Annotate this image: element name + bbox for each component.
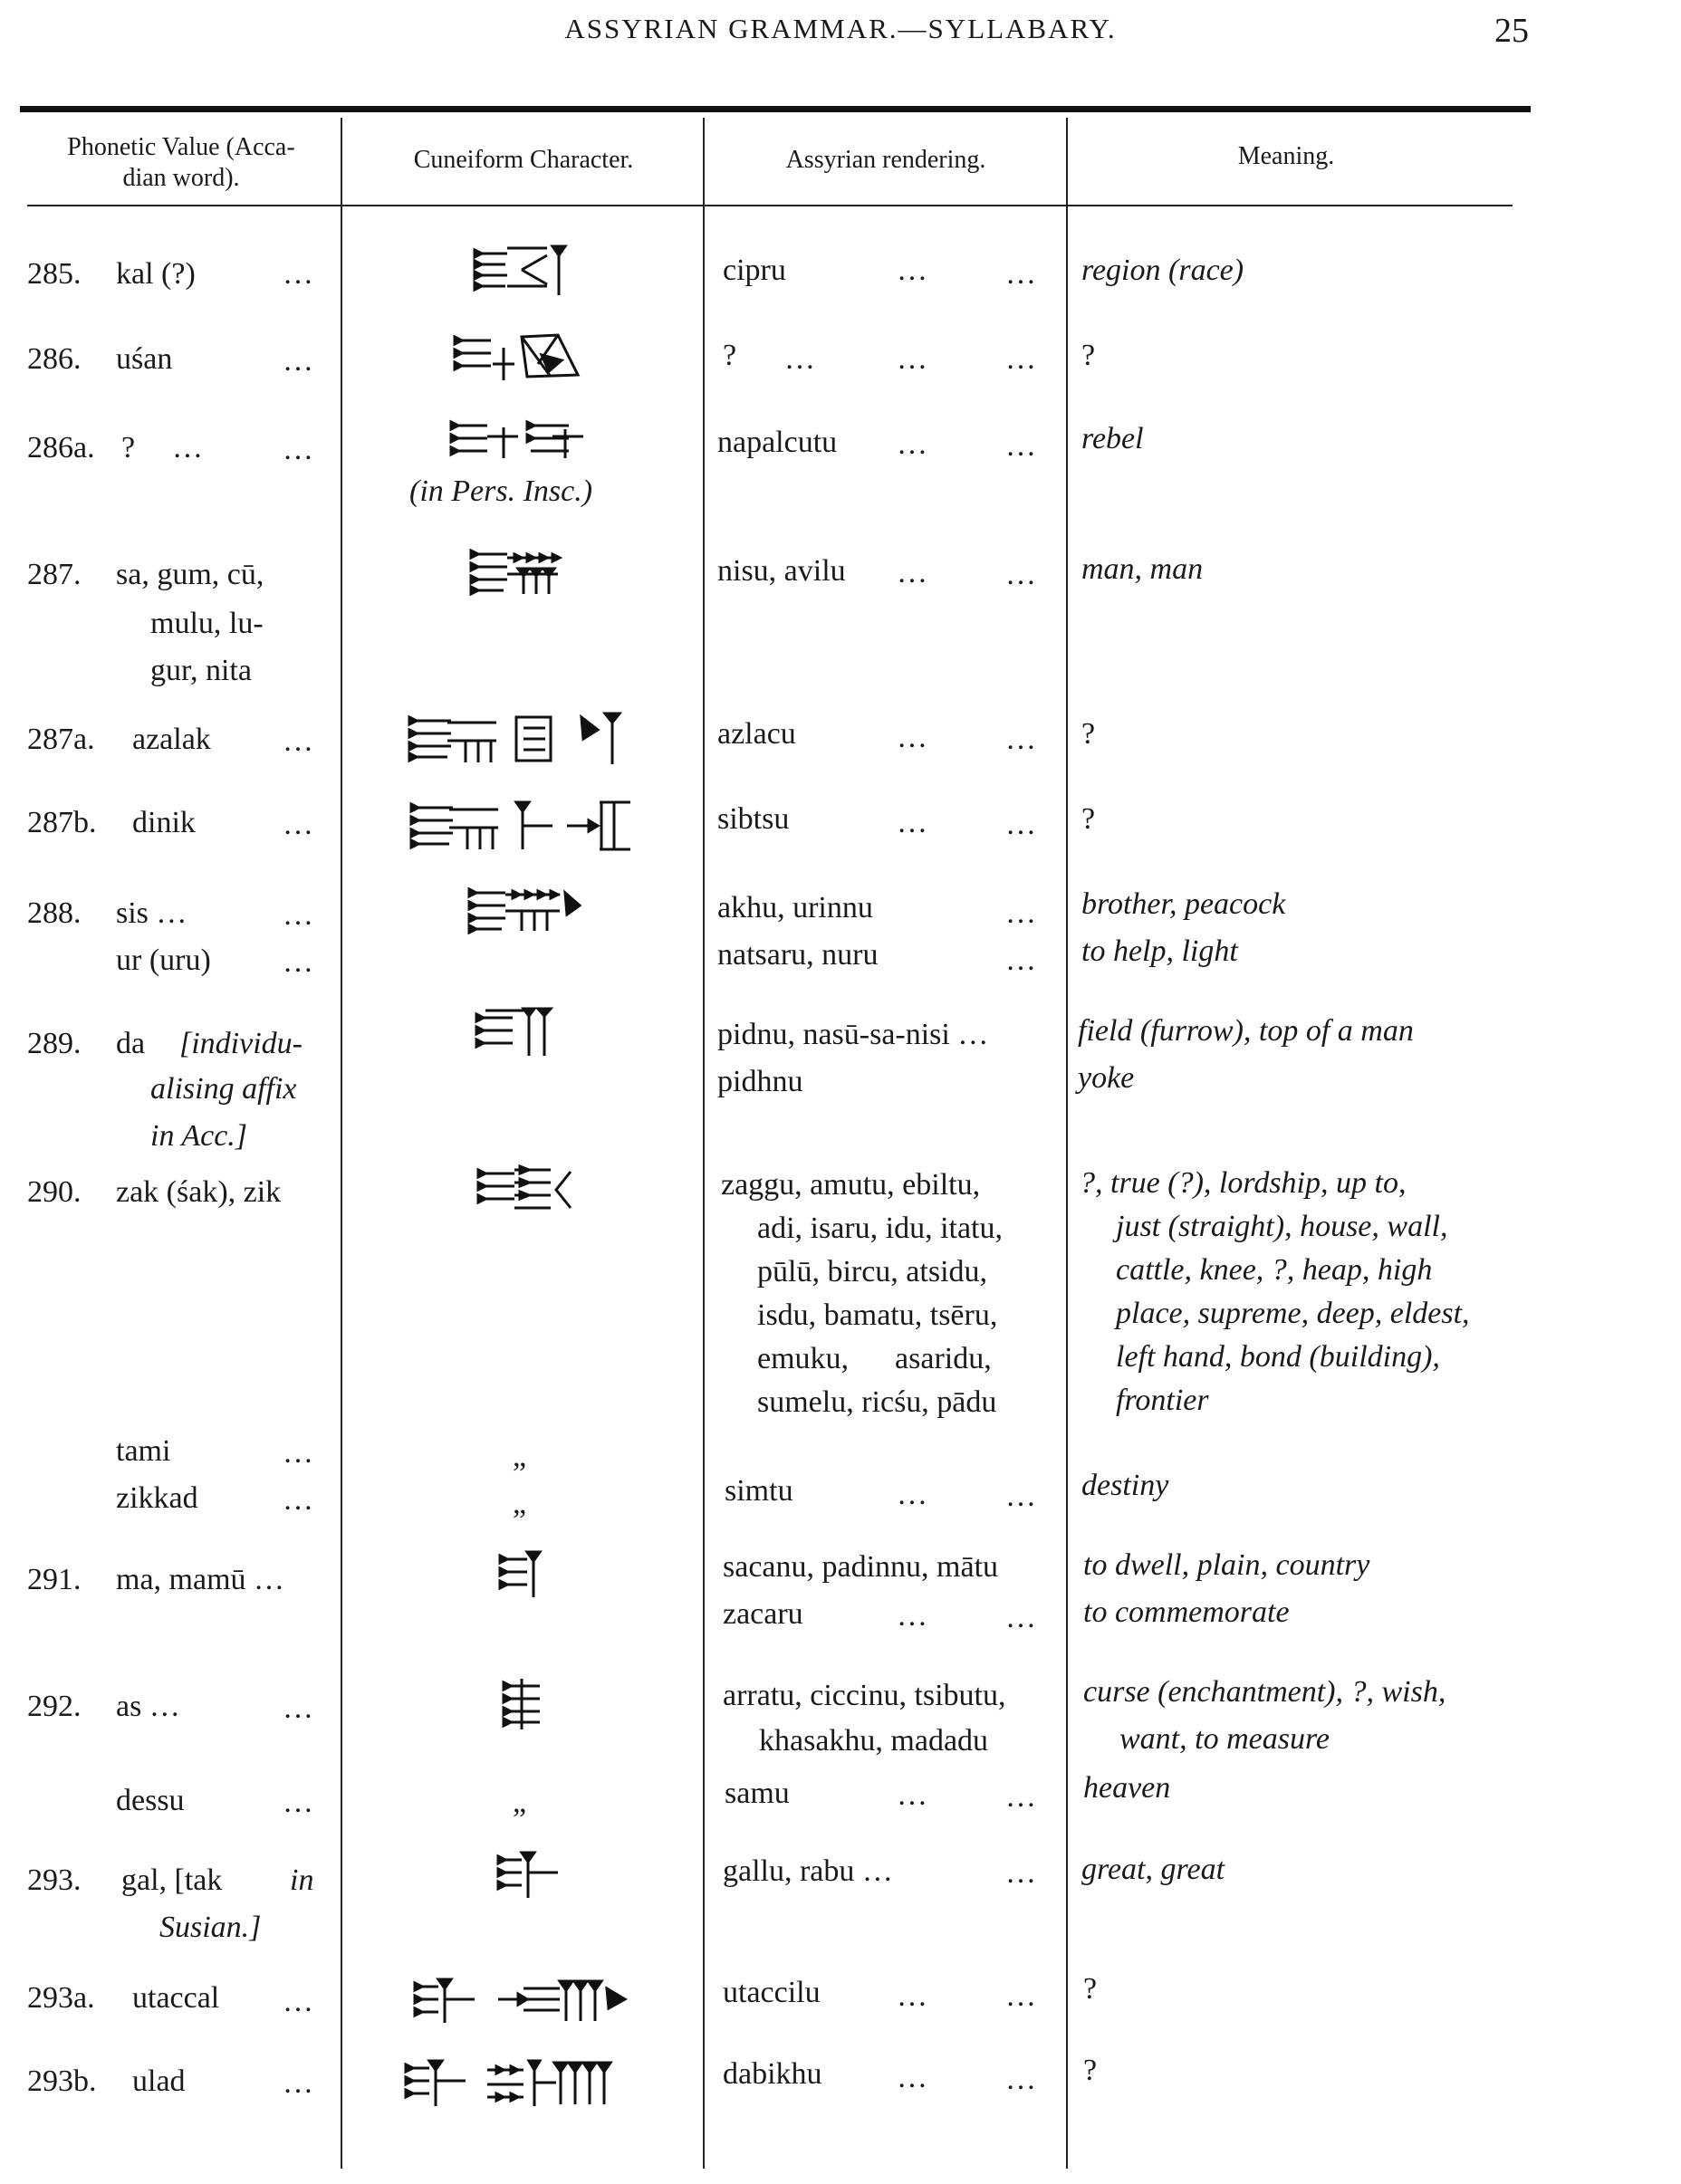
running-head: ASSYRIAN GRAMMAR.—SYLLABARY. <box>564 13 1117 44</box>
meaning: left hand, bond (building), <box>1116 1340 1440 1374</box>
ditto-mark: „ <box>513 1487 527 1520</box>
cuneiform-sign-287a <box>406 710 632 766</box>
cuneiform-sign-287 <box>467 547 567 598</box>
column-header-assyrian: Assyrian rendering. <box>785 146 986 174</box>
assyrian-rendering: ? <box>723 339 737 372</box>
phonetic-value: gur, nita <box>150 654 252 687</box>
assyrian-rendering: utaccilu <box>723 1976 821 2009</box>
meaning: heaven <box>1083 1771 1171 1805</box>
phonetic-value-note: in <box>290 1863 314 1897</box>
leader-dots: … <box>283 433 317 466</box>
assyrian-rendering: cipru <box>723 254 786 287</box>
leader-dots: … <box>1005 2063 1040 2096</box>
inscription-note: (in Pers. Insc.) <box>409 474 593 508</box>
assyrian-rendering: gallu, rabu … <box>723 1854 893 1888</box>
meaning: ? <box>1083 2054 1098 2087</box>
meaning: want, to measure <box>1119 1722 1330 1756</box>
meaning: cattle, knee, ?, heap, high <box>1116 1253 1433 1287</box>
leader-dots: … <box>283 1786 317 1819</box>
cuneiform-sign-289 <box>473 1005 563 1061</box>
phonetic-value-note: in Acc.] <box>150 1119 248 1153</box>
leader-dots: … <box>897 2061 931 2094</box>
cuneiform-sign-286a <box>447 417 592 462</box>
meaning: rebel <box>1081 422 1144 455</box>
entry-number: 287. <box>27 558 82 591</box>
leader-dots: … <box>897 1478 931 1511</box>
assyrian-rendering: nisu, avilu <box>717 554 846 588</box>
column-divider <box>703 118 705 2169</box>
leader-dots: … <box>1005 944 1040 977</box>
column-header-phonetic: Phonetic Value (Acca- dian word). <box>67 133 295 192</box>
assyrian-rendering: emuku, asaridu, <box>757 1342 992 1375</box>
phonetic-value: ? <box>121 431 136 465</box>
entry-number: 292. <box>27 1690 82 1723</box>
phonetic-value: azalak <box>132 723 211 756</box>
leader-dots: … <box>1005 896 1040 930</box>
cuneiform-sign-285 <box>471 243 571 299</box>
phonetic-value: dinik <box>132 806 196 839</box>
cuneiform-sign-293a <box>411 1974 647 2026</box>
cuneiform-sign-292 <box>500 1675 554 1731</box>
leader-dots: … <box>1005 429 1040 463</box>
meaning: field (furrow), top of a man <box>1078 1014 1414 1048</box>
phonetic-value: ulad <box>132 2064 186 2098</box>
column-header-cuneiform: Cuneiform Character. <box>413 146 634 174</box>
leader-dots: … <box>1005 558 1040 591</box>
assyrian-rendering: sumelu, ricśu, pādu <box>757 1385 997 1419</box>
assyrian-rendering: zaggu, amutu, ebiltu, <box>721 1168 981 1202</box>
meaning: great, great <box>1081 1853 1225 1886</box>
meaning: ? <box>1083 1972 1098 2006</box>
leader-dots: … <box>1005 1480 1040 1513</box>
phonetic-value-note: [individu- <box>179 1027 303 1060</box>
entry-number: 287b. <box>27 806 97 839</box>
leader-dots: … <box>1005 723 1040 756</box>
entry-number: 293. <box>27 1863 82 1897</box>
assyrian-rendering: samu <box>725 1777 790 1810</box>
leader-dots: … <box>1005 808 1040 841</box>
entry-number: 286. <box>27 342 82 376</box>
meaning: ? <box>1081 717 1096 751</box>
meaning: to commemorate <box>1083 1595 1290 1629</box>
column-divider <box>1066 118 1068 2169</box>
header-rule <box>27 205 1513 206</box>
leader-dots: … <box>283 344 317 378</box>
leader-dots: … <box>1005 1601 1040 1634</box>
leader-dots: … <box>1005 342 1040 376</box>
phonetic-value: ur (uru) <box>116 944 211 977</box>
phonetic-value: uśan <box>116 342 173 376</box>
meaning: brother, peacock <box>1081 887 1286 921</box>
assyrian-rendering: pidnu, nasū-sa-nisi … <box>717 1018 989 1051</box>
ditto-mark: „ <box>513 1786 527 1819</box>
phonetic-value: gal, [tak <box>121 1863 223 1897</box>
leader-dots: … <box>283 945 317 979</box>
phonetic-value: sa, gum, cū, <box>116 558 264 591</box>
assyrian-rendering: napalcutu <box>717 426 838 459</box>
leader-dots: … <box>283 1985 317 2018</box>
leader-dots: … <box>897 721 931 754</box>
phonetic-value: zikkad <box>116 1481 198 1515</box>
leader-dots: … <box>897 1599 931 1633</box>
entry-number: 291. <box>27 1563 82 1596</box>
leader-dots: … <box>897 254 931 287</box>
phonetic-value: utaccal <box>132 1981 220 2015</box>
cuneiform-sign-290 <box>475 1163 583 1213</box>
cuneiform-sign-287b <box>408 797 634 853</box>
assyrian-rendering: sibtsu <box>717 802 790 836</box>
column-header-meaning: Meaning. <box>1237 142 1335 170</box>
assyrian-rendering: akhu, urinnu <box>717 891 873 924</box>
phonetic-value: as … <box>116 1690 180 1723</box>
phonetic-value: sis … <box>116 896 187 930</box>
meaning: man, man <box>1081 552 1204 586</box>
assyrian-rendering: isdu, bamatu, tsēru, <box>757 1298 998 1332</box>
meaning: destiny <box>1081 1469 1169 1502</box>
leader-dots: … <box>283 2066 317 2100</box>
assyrian-rendering: adi, isaru, idu, itatu, <box>757 1212 1004 1245</box>
phonetic-value-note: alising affix <box>150 1072 297 1106</box>
phonetic-value: tami <box>116 1434 171 1468</box>
entry-number: 290. <box>27 1175 82 1209</box>
assyrian-rendering: dabikhu <box>723 2057 822 2091</box>
phonetic-value: dessu <box>116 1784 185 1817</box>
entry-number: 287a. <box>27 723 95 756</box>
cuneiform-sign-286 <box>451 328 583 384</box>
leader-dots: … <box>172 431 207 465</box>
leader-dots: … <box>897 556 931 589</box>
meaning: just (straight), house, wall, <box>1116 1210 1448 1243</box>
leader-dots: … <box>1005 1780 1040 1814</box>
entry-number: 286a. <box>27 431 95 465</box>
meaning: to dwell, plain, country <box>1083 1548 1370 1582</box>
leader-dots: … <box>897 1778 931 1812</box>
assyrian-rendering: pūlū, bircu, atsidu, <box>757 1255 988 1288</box>
cuneiform-sign-288 <box>466 884 583 934</box>
phonetic-value: zak (śak), zik <box>116 1175 282 1209</box>
leader-dots: … <box>283 1691 317 1725</box>
entry-number: 288. <box>27 896 82 930</box>
leader-dots: … <box>1005 257 1040 291</box>
cuneiform-sign-291 <box>496 1548 551 1599</box>
entry-number: 289. <box>27 1027 82 1060</box>
phonetic-value-note: Susian.] <box>159 1911 262 1944</box>
leader-dots: … <box>1005 1979 1040 2013</box>
page-number: 25 <box>1494 12 1529 50</box>
phonetic-value: kal (?) <box>116 257 196 291</box>
leader-dots: … <box>897 342 931 376</box>
assyrian-rendering: zacaru <box>723 1597 803 1631</box>
leader-dots: … <box>283 898 317 932</box>
cuneiform-sign-293b <box>402 2055 656 2110</box>
phonetic-value: mulu, lu- <box>150 607 264 640</box>
meaning: yoke <box>1078 1061 1135 1095</box>
leader-dots: … <box>784 342 819 376</box>
ditto-mark: „ <box>513 1440 527 1473</box>
assyrian-rendering: khasakhu, madadu <box>759 1724 989 1758</box>
assyrian-rendering: natsaru, nuru <box>717 938 879 972</box>
meaning: ? <box>1081 339 1096 372</box>
phonetic-value: ma, mamū … <box>116 1563 285 1596</box>
assyrian-rendering: sacanu, padinnu, mātu <box>723 1550 999 1584</box>
column-divider <box>341 118 342 2169</box>
entry-number: 293a. <box>27 1981 95 2015</box>
entry-number: 285. <box>27 257 82 291</box>
leader-dots: … <box>283 1483 317 1517</box>
leader-dots: … <box>897 806 931 839</box>
meaning: to help, light <box>1081 934 1238 968</box>
leader-dots: … <box>283 257 317 291</box>
meaning: frontier <box>1116 1384 1209 1417</box>
leader-dots: … <box>283 724 317 758</box>
assyrian-rendering: pidhnu <box>717 1065 803 1098</box>
phonetic-value: da <box>116 1027 146 1060</box>
assyrian-rendering: azlacu <box>717 717 796 751</box>
meaning: ? <box>1081 802 1096 836</box>
meaning: curse (enchantment), ?, wish, <box>1083 1675 1446 1709</box>
leader-dots: … <box>1005 1856 1040 1890</box>
assyrian-rendering: simtu <box>725 1474 793 1508</box>
top-rule <box>20 106 1531 112</box>
leader-dots: … <box>283 808 317 841</box>
meaning: ?, true (?), lordship, up to, <box>1080 1166 1407 1200</box>
cuneiform-sign-293 <box>495 1849 567 1900</box>
leader-dots: … <box>283 1436 317 1470</box>
entry-number: 293b. <box>27 2064 97 2098</box>
leader-dots: … <box>897 427 931 461</box>
leader-dots: … <box>897 1979 931 2013</box>
meaning: place, supreme, deep, eldest, <box>1116 1297 1470 1330</box>
assyrian-rendering: arratu, ciccinu, tsibutu, <box>723 1679 1006 1712</box>
meaning: region (race) <box>1081 254 1244 287</box>
